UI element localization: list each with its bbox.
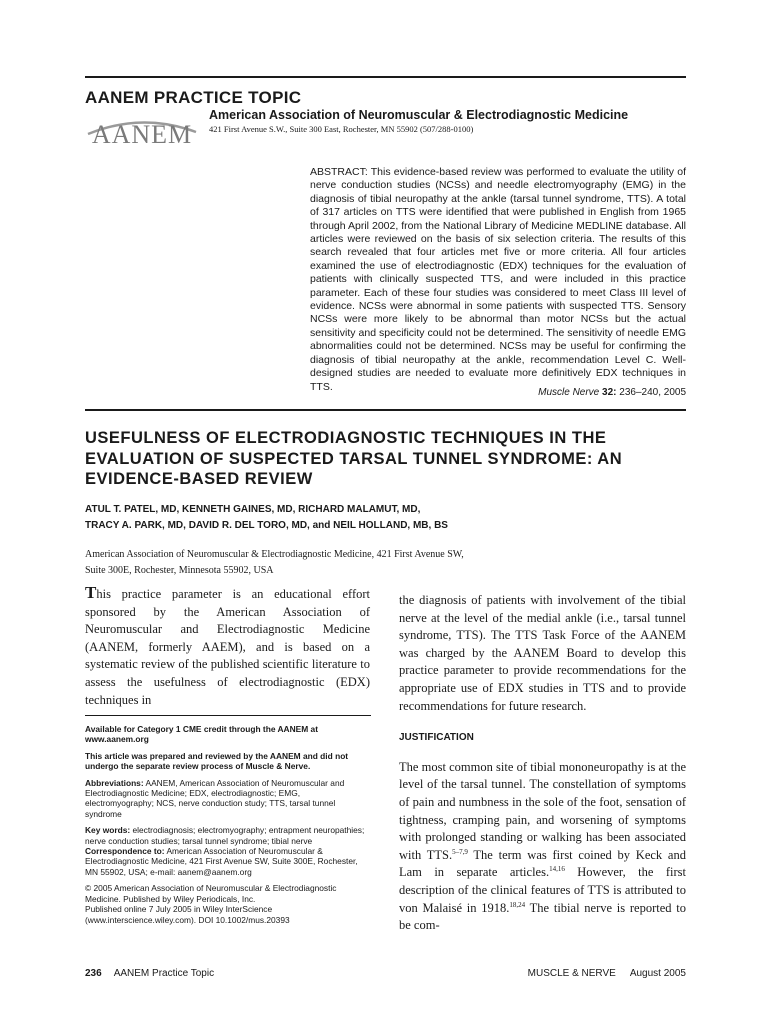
review-note: This article was prepared and reviewed by the AANEM and did not undergo the separate review process of Muscle & Nerve. <box>85 750 349 772</box>
citation-volume: 32: <box>602 387 617 398</box>
article-notes <box>85 724 371 931</box>
footer-date: August 2005 <box>629 968 686 979</box>
section-heading-justification: JUSTIFICATION <box>399 732 474 744</box>
copyright-note: © 2005 American Association of Neuromuscular & Electrodiagnostic Medicine. Published by Wiley Periodicals, Inc. <box>85 883 337 904</box>
page-number: 236 <box>85 968 102 979</box>
citation-journal: Muscle Nerve <box>538 387 600 398</box>
body-right-paragraph-1: the diagnosis of patients with involvement of the tibial nerve at the level of the medial ankle (i.e., tarsal tunnel syndrome, TTS). The TTS Task Force of the AANEM was charged by the AANEM Board to develop this practice parameter to provide recommendations for the appropriate use of EDX studies in TTS and to provide recommendations for future research. <box>399 593 686 713</box>
abstract-divider-rule <box>85 409 686 411</box>
footer-right <box>528 968 686 979</box>
affiliation-line-2: Suite 300E, Rochester, Minnesota 55902, USA <box>85 564 274 576</box>
footer-journal: MUSCLE & NERVE <box>527 968 616 979</box>
body-right-column <box>399 592 686 935</box>
top-rule <box>85 76 686 78</box>
affiliation-line-1: American Association of Neuromuscular & Electrodiagnostic Medicine, 421 First Avenue SW, <box>85 549 464 560</box>
abstract: ABSTRACT: This evidence-based review was performed to evaluate the utility of nerve conduction studies (NCSs) and needle electromyography (EMG) in the diagnosis of tibial neuropathy at the ankle (tarsal tunnel syndrome, TTS). A total of 317 articles on TTS were identified that were published in English from 1965 through April 2002, from the National Library of Medicine MEDLINE database. All articles were reviewed on the basis of six selection criteria. The results of this search revealed that four articles met five or more criteria. All four articles examined the use of electrodiagnostic (EDX) techniques for the evaluation of patients with clinically suspected TTS, and were included in this practice parameter. Each of these four studies was considered to meet Class III level of evidence. NCSs were abnormal in some patients with suspected TTS. Sensory NCSs were more likely to be abnormal than motor NCSs but the actual sensitivity and specificity could not be determined. The sensitivity of needle EMG abnormalities could not be determined. NCSs may be useful for confirming the diagnosis of tibial neuropathy at the ankle, recommendation Level C. Well-designed studies are needed to evaluate more definitively EDX techniques in TTS. <box>310 166 686 393</box>
article-title: USEFULNESS OF ELECTRODIAGNOSTIC TECHNIQUES IN THE EVALUATION OF SUSPECTED TARSAL TUNNEL SYNDROME: AN EVIDENCE-BASED REVIEW <box>85 429 623 488</box>
abbreviations-note: Abbreviations: AANEM, American Association of Neuromuscular and Electrodiagnostic Medicine; EDX, electrodiagnostic; EMG, electromyography; NCS, nerve conduction study; TTS, tarsal tunnel syndrome <box>85 777 345 819</box>
footnote-rule <box>85 715 371 716</box>
reference-superscript: 14,16 <box>549 865 565 874</box>
body-right-paragraph-2: The most common site of tibial mononeuropathy is at the level of the tarsal tunnel. The constellation of symptoms of pain and numbness in the sole of the foot, sensation of tightness, cramping pain, and worsening of symptoms with prolonged standing or walking has been associated with TTS.$^{5-7,9}$ The term was first coined by Keck and Lam in separate articles.$^{14,16}$ However, the first description of the clinical features of TTS is attributed to von Malaisé in 1918.$^{18,24}$ The tibial nerve is reported to be com- <box>399 759 686 933</box>
cme-note: Available for Category 1 CME credit through the AANEM at www.aanem.org <box>85 724 318 745</box>
authors-line-1: ATUL T. PATEL, MD, KENNETH GAINES, MD, RICHARD MALAMUT, MD, <box>85 504 421 515</box>
drop-cap: T <box>85 583 97 602</box>
body-left-text: his practice parameter is an educational effort sponsored by the American Association of Neuromuscular and Electrodiagnostic Medicine (AANEM, formerly AAEM), and is based on a systematic review of the published scientific literature to assess the usefulness of electrodiagnostic (EDX) techniques in <box>85 587 370 707</box>
reference-superscript: 18,24 <box>509 900 526 909</box>
logo-text: AANEM <box>91 120 193 149</box>
citation-pages: 236–240, 2005 <box>619 387 686 398</box>
organization-name: American Association of Neuromuscular & Electrodiagnostic Medicine <box>209 108 629 122</box>
organization-address: 421 First Avenue S.W., Suite 300 East, Rochester, MN 55902 (507/288-0100) <box>209 124 474 134</box>
keywords-note: Key words: electrodiagnosis; electromyography; entrapment neuropathies; nerve conduction studies; tarsal tunnel syndrome; tibial nerve <box>85 825 365 846</box>
practice-topic-heading: AANEM PRACTICE TOPIC <box>85 88 302 107</box>
authors-line-2: TRACY A. PARK, MD, DAVID R. DEL TORO, MD, and NEIL HOLLAND, MB, BS <box>85 519 448 531</box>
correspondence-note: Correspondence to: American Association of Neuromuscular & Electrodiagnostic Medicine, 421 First Avenue SW, Suite 300E, Rochester, MN 55902, USA; e-mail: aanem@aanem.org <box>85 846 358 877</box>
publication-note: Published online 7 July 2005 in Wiley InterScience (www.interscience.wiley.com). DOI 10.1002/mus.20393 <box>85 904 290 925</box>
author-list <box>85 502 645 533</box>
reference-superscript: 5–7,9 <box>452 847 468 856</box>
affiliation <box>85 547 525 578</box>
aanem-logo <box>82 110 202 150</box>
footer-left <box>85 968 214 979</box>
body-left-column <box>85 584 370 709</box>
footer-section: AANEM Practice Topic <box>113 968 215 979</box>
citation <box>538 387 686 398</box>
